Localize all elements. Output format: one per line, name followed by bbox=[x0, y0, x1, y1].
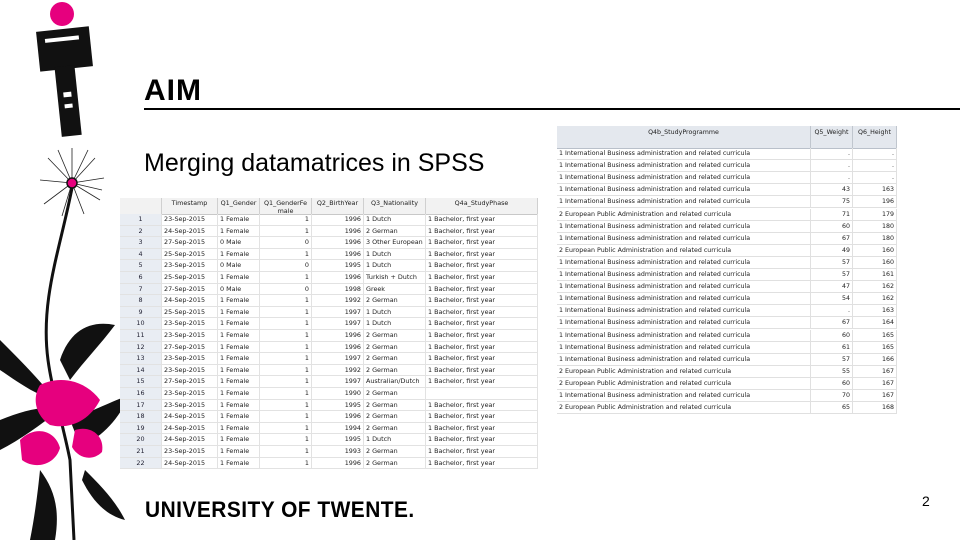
table-cell[interactable]: 1 bbox=[260, 330, 312, 341]
table-row[interactable] bbox=[120, 434, 538, 446]
table-cell[interactable]: 1 Dutch bbox=[364, 260, 426, 271]
row-number[interactable]: 8 bbox=[120, 295, 162, 306]
university-logo: UNIVERSITY OF TWENTE. bbox=[145, 497, 415, 522]
table-cell[interactable]: 1997 bbox=[312, 307, 364, 318]
table-cell[interactable]: 2 German bbox=[364, 423, 426, 434]
table-row[interactable] bbox=[557, 196, 897, 208]
table-cell[interactable]: 1 Bachelor, first year bbox=[426, 295, 538, 306]
table-cell[interactable]: 1 bbox=[260, 342, 312, 353]
table-cell[interactable]: 2 German bbox=[364, 295, 426, 306]
table-cell[interactable]: 1 bbox=[260, 423, 312, 434]
table-row[interactable] bbox=[557, 257, 897, 269]
table-row[interactable] bbox=[557, 330, 897, 342]
row-number[interactable]: 5 bbox=[120, 260, 162, 271]
table-row[interactable] bbox=[557, 354, 897, 366]
table-cell[interactable]: 1 Bachelor, first year bbox=[426, 376, 538, 387]
table-cell[interactable]: Australian/Dutch bbox=[364, 376, 426, 387]
table-row[interactable] bbox=[557, 402, 897, 414]
table-cell[interactable]: 161 bbox=[853, 269, 897, 280]
table-cell[interactable]: 0 bbox=[260, 260, 312, 271]
table-cell[interactable]: 1 Female bbox=[218, 342, 260, 353]
table-cell[interactable]: 165 bbox=[853, 342, 897, 353]
table-row[interactable] bbox=[120, 342, 538, 354]
table-cell[interactable]: 168 bbox=[853, 402, 897, 413]
row-number[interactable]: 22 bbox=[120, 458, 162, 469]
table-cell[interactable]: 49 bbox=[811, 245, 853, 256]
table-cell[interactable]: 0 Male bbox=[218, 237, 260, 248]
table-cell[interactable]: 2 German bbox=[364, 400, 426, 411]
page-number: 2 bbox=[922, 493, 930, 509]
table-cell[interactable]: 71 bbox=[811, 209, 853, 220]
table-cell[interactable]: 57 bbox=[811, 269, 853, 280]
table-cell[interactable]: 2 European Public Administration and related curricula bbox=[557, 378, 811, 389]
table-row[interactable] bbox=[120, 400, 538, 412]
table-cell[interactable]: 196 bbox=[853, 196, 897, 207]
table-cell[interactable]: 1995 bbox=[312, 434, 364, 445]
table-row[interactable] bbox=[120, 365, 538, 377]
table-cell[interactable]: 1996 bbox=[312, 411, 364, 422]
table-cell[interactable]: 1 International Business administration and related curricula bbox=[557, 342, 811, 353]
row-number[interactable]: 4 bbox=[120, 249, 162, 260]
table-cell[interactable]: 70 bbox=[811, 390, 853, 401]
table-row[interactable] bbox=[120, 423, 538, 435]
table-cell[interactable]: 1 International Business administration and related curricula bbox=[557, 221, 811, 232]
table-cell[interactable]: 1 International Business administration and related curricula bbox=[557, 390, 811, 401]
table-cell[interactable]: 3 Other European bbox=[364, 237, 426, 248]
table-cell[interactable]: 1 Female bbox=[218, 458, 260, 469]
table-cell[interactable]: 27-Sep-2015 bbox=[162, 237, 218, 248]
table-cell[interactable]: 1996 bbox=[312, 249, 364, 260]
table-cell[interactable]: 1 International Business administration and related curricula bbox=[557, 269, 811, 280]
table-cell[interactable]: 1 Female bbox=[218, 376, 260, 387]
table-cell[interactable]: 2 German bbox=[364, 330, 426, 341]
table-cell[interactable]: 1 Female bbox=[218, 388, 260, 399]
table-cell[interactable]: 1 International Business administration and related curricula bbox=[557, 293, 811, 304]
table-cell[interactable]: 75 bbox=[811, 196, 853, 207]
row-number[interactable]: 19 bbox=[120, 423, 162, 434]
table-cell[interactable]: 1 International Business administration and related curricula bbox=[557, 160, 811, 171]
table-cell[interactable]: 27-Sep-2015 bbox=[162, 284, 218, 295]
table-cell[interactable]: 1 Bachelor, first year bbox=[426, 411, 538, 422]
table-cell[interactable]: 1 bbox=[260, 411, 312, 422]
table-cell[interactable]: 1 Female bbox=[218, 400, 260, 411]
table-cell[interactable]: 1 bbox=[260, 226, 312, 237]
table-row[interactable] bbox=[557, 366, 897, 378]
table-row[interactable] bbox=[120, 376, 538, 388]
table-row[interactable] bbox=[557, 281, 897, 293]
table-cell[interactable]: 1 International Business administration and related curricula bbox=[557, 354, 811, 365]
left-col-header[interactable]: Q2_BirthYear bbox=[312, 198, 364, 214]
table-cell[interactable]: 1 International Business administration and related curricula bbox=[557, 257, 811, 268]
table-cell[interactable]: 1 Female bbox=[218, 330, 260, 341]
table-cell[interactable]: 1 bbox=[260, 458, 312, 469]
right-col-header[interactable]: Q6_Height bbox=[853, 126, 897, 148]
table-cell[interactable]: 23-Sep-2015 bbox=[162, 388, 218, 399]
table-cell[interactable]: 60 bbox=[811, 221, 853, 232]
table-cell[interactable]: 1 Bachelor, first year bbox=[426, 423, 538, 434]
table-cell[interactable]: 1 bbox=[260, 365, 312, 376]
table-cell[interactable]: 164 bbox=[853, 317, 897, 328]
table-cell[interactable]: 1 Bachelor, first year bbox=[426, 365, 538, 376]
row-number[interactable]: 12 bbox=[120, 342, 162, 353]
table-cell[interactable]: 1 bbox=[260, 249, 312, 260]
key-head-shape bbox=[36, 26, 93, 71]
table-cell[interactable]: 2 German bbox=[364, 342, 426, 353]
table-row[interactable] bbox=[120, 272, 538, 284]
table-cell[interactable]: 1 Bachelor, first year bbox=[426, 458, 538, 469]
row-number[interactable]: 2 bbox=[120, 226, 162, 237]
row-number[interactable]: 14 bbox=[120, 365, 162, 376]
left-table-header bbox=[120, 198, 538, 215]
table-cell[interactable]: 1 International Business administration and related curricula bbox=[557, 330, 811, 341]
table-cell[interactable]: 1 bbox=[260, 214, 312, 225]
table-cell[interactable]: 1 Female bbox=[218, 295, 260, 306]
table-row[interactable] bbox=[557, 233, 897, 245]
table-row[interactable] bbox=[120, 214, 538, 226]
table-cell[interactable]: 67 bbox=[811, 233, 853, 244]
table-cell[interactable]: 1 Bachelor, first year bbox=[426, 353, 538, 364]
table-cell[interactable]: . bbox=[853, 172, 897, 183]
title-rule bbox=[144, 108, 960, 110]
table-cell[interactable]: Turkish + Dutch bbox=[364, 272, 426, 283]
table-cell[interactable]: 1995 bbox=[312, 400, 364, 411]
table-cell[interactable]: 167 bbox=[853, 390, 897, 401]
table-cell[interactable]: 1 bbox=[260, 272, 312, 283]
table-cell[interactable]: 1996 bbox=[312, 214, 364, 225]
table-cell[interactable]: 1 Bachelor, first year bbox=[426, 446, 538, 457]
table-cell[interactable]: 1 Bachelor, first year bbox=[426, 272, 538, 283]
table-cell[interactable]: 57 bbox=[811, 257, 853, 268]
table-cell[interactable]: 1996 bbox=[312, 458, 364, 469]
table-cell[interactable]: 1 Dutch bbox=[364, 249, 426, 260]
left-col-header[interactable]: Q4a_StudyPhase bbox=[426, 198, 538, 214]
table-cell[interactable]: 180 bbox=[853, 221, 897, 232]
row-number[interactable]: 20 bbox=[120, 434, 162, 445]
table-row[interactable] bbox=[557, 317, 897, 329]
table-cell[interactable]: 23-Sep-2015 bbox=[162, 260, 218, 271]
table-cell[interactable]: 1996 bbox=[312, 330, 364, 341]
table-cell[interactable]: 1 bbox=[260, 295, 312, 306]
table-cell[interactable]: 1 Female bbox=[218, 411, 260, 422]
table-cell[interactable]: 1 Bachelor, first year bbox=[426, 434, 538, 445]
table-cell[interactable]: . bbox=[853, 160, 897, 171]
table-cell[interactable]: 163 bbox=[853, 305, 897, 316]
table-cell[interactable]: 23-Sep-2015 bbox=[162, 353, 218, 364]
table-cell[interactable]: 24-Sep-2015 bbox=[162, 295, 218, 306]
table-cell[interactable]: 1 Bachelor, first year bbox=[426, 342, 538, 353]
table-cell[interactable]: 0 bbox=[260, 284, 312, 295]
table-cell[interactable]: 25-Sep-2015 bbox=[162, 272, 218, 283]
table-cell[interactable]: 2 German bbox=[364, 458, 426, 469]
table-cell[interactable]: 0 Male bbox=[218, 260, 260, 271]
row-number[interactable]: 21 bbox=[120, 446, 162, 457]
table-cell[interactable]: 1996 bbox=[312, 237, 364, 248]
table-row[interactable] bbox=[557, 378, 897, 390]
table-cell[interactable]: 160 bbox=[853, 245, 897, 256]
table-cell[interactable]: 65 bbox=[811, 402, 853, 413]
table-cell[interactable]: 179 bbox=[853, 209, 897, 220]
table-cell[interactable]: 61 bbox=[811, 342, 853, 353]
table-row[interactable] bbox=[120, 446, 538, 458]
table-cell[interactable]: 2 German bbox=[364, 446, 426, 457]
table-cell[interactable]: 1 bbox=[260, 388, 312, 399]
row-number[interactable]: 11 bbox=[120, 330, 162, 341]
table-row[interactable] bbox=[557, 221, 897, 233]
table-cell[interactable]: 1 Bachelor, first year bbox=[426, 249, 538, 260]
table-cell[interactable]: 1 bbox=[260, 376, 312, 387]
table-cell[interactable]: 1992 bbox=[312, 295, 364, 306]
table-cell[interactable]: 24-Sep-2015 bbox=[162, 434, 218, 445]
table-cell[interactable]: . bbox=[811, 160, 853, 171]
table-cell[interactable]: 2 European Public Administration and related curricula bbox=[557, 245, 811, 256]
table-row[interactable] bbox=[557, 245, 897, 257]
table-cell[interactable]: 2 German bbox=[364, 353, 426, 364]
row-number[interactable]: 9 bbox=[120, 307, 162, 318]
row-number[interactable]: 17 bbox=[120, 400, 162, 411]
table-row[interactable] bbox=[120, 260, 538, 272]
table-cell[interactable]: 1997 bbox=[312, 318, 364, 329]
table-row[interactable] bbox=[120, 237, 538, 249]
table-cell[interactable]: 24-Sep-2015 bbox=[162, 226, 218, 237]
table-cell[interactable]: 1 Dutch bbox=[364, 214, 426, 225]
table-cell[interactable]: 1 Female bbox=[218, 318, 260, 329]
table-cell[interactable]: 1990 bbox=[312, 388, 364, 399]
table-cell[interactable]: 1 Bachelor, first year bbox=[426, 330, 538, 341]
row-number[interactable]: 15 bbox=[120, 376, 162, 387]
right-col-header[interactable]: Q5_Weight bbox=[811, 126, 853, 148]
table-cell[interactable]: 0 bbox=[260, 237, 312, 248]
table-cell[interactable]: 1 Female bbox=[218, 423, 260, 434]
table-cell[interactable]: 1992 bbox=[312, 365, 364, 376]
table-cell[interactable]: 1 Female bbox=[218, 365, 260, 376]
table-cell[interactable]: 1994 bbox=[312, 423, 364, 434]
table-row[interactable] bbox=[557, 342, 897, 354]
table-cell[interactable]: 23-Sep-2015 bbox=[162, 214, 218, 225]
table-cell[interactable]: 1 Dutch bbox=[364, 318, 426, 329]
table-cell[interactable]: 1 Bachelor, first year bbox=[426, 318, 538, 329]
table-cell[interactable]: 163 bbox=[853, 184, 897, 195]
right-table-header bbox=[557, 126, 897, 149]
table-row[interactable] bbox=[120, 330, 538, 342]
table-row[interactable] bbox=[120, 353, 538, 365]
table-cell[interactable]: Greek bbox=[364, 284, 426, 295]
table-cell[interactable]: 1 bbox=[260, 400, 312, 411]
table-cell[interactable]: 60 bbox=[811, 378, 853, 389]
table-cell[interactable]: 1995 bbox=[312, 260, 364, 271]
table-cell[interactable]: 2 German bbox=[364, 226, 426, 237]
table-cell[interactable]: 1996 bbox=[312, 226, 364, 237]
table-cell[interactable]: 1 International Business administration and related curricula bbox=[557, 172, 811, 183]
table-cell[interactable]: . bbox=[811, 172, 853, 183]
table-cell[interactable]: 23-Sep-2015 bbox=[162, 365, 218, 376]
table-cell[interactable]: 166 bbox=[853, 354, 897, 365]
table-cell[interactable]: 165 bbox=[853, 330, 897, 341]
table-row[interactable] bbox=[557, 390, 897, 402]
table-cell[interactable]: 1 Bachelor, first year bbox=[426, 226, 538, 237]
right-col-header[interactable]: Q4b_StudyProgramme bbox=[557, 126, 811, 148]
table-cell[interactable]: 24-Sep-2015 bbox=[162, 423, 218, 434]
table-cell[interactable] bbox=[426, 388, 538, 399]
table-cell[interactable]: 1996 bbox=[312, 272, 364, 283]
table-cell[interactable]: 1 Bachelor, first year bbox=[426, 400, 538, 411]
table-cell[interactable]: 55 bbox=[811, 366, 853, 377]
row-number[interactable]: 7 bbox=[120, 284, 162, 295]
table-cell[interactable]: 1 bbox=[260, 307, 312, 318]
table-cell[interactable]: 1 Female bbox=[218, 226, 260, 237]
table-cell[interactable]: 23-Sep-2015 bbox=[162, 400, 218, 411]
table-cell[interactable]: 2 German bbox=[364, 388, 426, 399]
slide-title: AIM bbox=[144, 74, 202, 107]
table-cell[interactable]: 1 International Business administration and related curricula bbox=[557, 305, 811, 316]
table-cell[interactable]: 2 European Public Administration and related curricula bbox=[557, 402, 811, 413]
table-cell[interactable]: 2 German bbox=[364, 411, 426, 422]
left-col-header[interactable]: Q1_Gender bbox=[218, 198, 260, 214]
table-row[interactable] bbox=[120, 388, 538, 400]
table-cell[interactable]: 1997 bbox=[312, 376, 364, 387]
table-cell[interactable]: 1998 bbox=[312, 284, 364, 295]
table-cell[interactable]: 24-Sep-2015 bbox=[162, 458, 218, 469]
row-number[interactable]: 18 bbox=[120, 411, 162, 422]
table-cell[interactable]: 23-Sep-2015 bbox=[162, 330, 218, 341]
table-cell[interactable]: 1 Bachelor, first year bbox=[426, 307, 538, 318]
table-cell[interactable]: 1997 bbox=[312, 353, 364, 364]
slide-subtitle: Merging datamatrices in SPSS bbox=[144, 149, 485, 177]
row-number[interactable]: 16 bbox=[120, 388, 162, 399]
table-cell[interactable]: 2 German bbox=[364, 365, 426, 376]
table-cell[interactable]: 1 International Business administration and related curricula bbox=[557, 281, 811, 292]
table-cell[interactable]: 1 International Business administration and related curricula bbox=[557, 196, 811, 207]
table-cell[interactable]: 1 bbox=[260, 446, 312, 457]
table-cell[interactable]: 1 International Business administration and related curricula bbox=[557, 317, 811, 328]
table-row[interactable] bbox=[120, 249, 538, 261]
table-cell[interactable]: 162 bbox=[853, 293, 897, 304]
table-cell[interactable]: 1 Female bbox=[218, 434, 260, 445]
row-number[interactable]: 3 bbox=[120, 237, 162, 248]
table-cell[interactable]: 1 Female bbox=[218, 249, 260, 260]
table-cell[interactable]: 1 Female bbox=[218, 353, 260, 364]
table-cell[interactable]: 23-Sep-2015 bbox=[162, 318, 218, 329]
table-row[interactable] bbox=[120, 318, 538, 330]
table-row[interactable] bbox=[557, 293, 897, 305]
table-cell[interactable]: 0 Male bbox=[218, 284, 260, 295]
left-col-header[interactable] bbox=[120, 198, 162, 214]
left-col-header[interactable]: Q1_GenderFe male bbox=[260, 198, 312, 214]
table-cell[interactable]: 25-Sep-2015 bbox=[162, 249, 218, 260]
table-cell[interactable]: 67 bbox=[811, 317, 853, 328]
row-number[interactable]: 10 bbox=[120, 318, 162, 329]
table-cell[interactable]: 160 bbox=[853, 257, 897, 268]
table-cell[interactable]: 1 Bachelor, first year bbox=[426, 284, 538, 295]
table-cell[interactable]: 2 European Public Administration and related curricula bbox=[557, 366, 811, 377]
table-cell[interactable]: 1 Female bbox=[218, 214, 260, 225]
row-number[interactable]: 1 bbox=[120, 214, 162, 225]
table-row[interactable] bbox=[120, 226, 538, 238]
table-row[interactable] bbox=[557, 184, 897, 196]
spss-data-view-right bbox=[557, 126, 897, 416]
table-row[interactable] bbox=[557, 269, 897, 281]
table-row[interactable] bbox=[557, 172, 897, 184]
key-stem-shape bbox=[55, 65, 82, 137]
table-cell[interactable]: 1996 bbox=[312, 342, 364, 353]
table-cell[interactable]: 25-Sep-2015 bbox=[162, 307, 218, 318]
table-row[interactable] bbox=[120, 284, 538, 296]
table-cell[interactable]: 1 Female bbox=[218, 307, 260, 318]
table-cell[interactable]: . bbox=[811, 305, 853, 316]
table-cell[interactable]: 1 Dutch bbox=[364, 307, 426, 318]
table-cell[interactable]: 1 Bachelor, first year bbox=[426, 237, 538, 248]
table-cell[interactable]: . bbox=[853, 148, 897, 159]
table-cell[interactable]: 167 bbox=[853, 366, 897, 377]
left-col-header[interactable]: Timestamp bbox=[162, 198, 218, 214]
table-cell[interactable]: 162 bbox=[853, 281, 897, 292]
table-row[interactable] bbox=[557, 148, 897, 160]
table-cell[interactable]: 1 Female bbox=[218, 272, 260, 283]
table-cell[interactable]: 1 International Business administration and related curricula bbox=[557, 184, 811, 195]
table-cell[interactable]: 180 bbox=[853, 233, 897, 244]
table-cell[interactable]: 1 Female bbox=[218, 446, 260, 457]
decorative-flower-graphic bbox=[0, 0, 130, 540]
table-row[interactable] bbox=[120, 411, 538, 423]
row-number[interactable]: 13 bbox=[120, 353, 162, 364]
table-cell[interactable]: 167 bbox=[853, 378, 897, 389]
table-row[interactable] bbox=[120, 295, 538, 307]
table-row[interactable] bbox=[557, 305, 897, 317]
table-row[interactable] bbox=[120, 307, 538, 319]
table-cell[interactable]: 1 bbox=[260, 353, 312, 364]
row-number[interactable]: 6 bbox=[120, 272, 162, 283]
table-cell[interactable]: 27-Sep-2015 bbox=[162, 376, 218, 387]
table-cell[interactable]: 54 bbox=[811, 293, 853, 304]
table-cell[interactable]: 43 bbox=[811, 184, 853, 195]
table-cell[interactable]: 23-Sep-2015 bbox=[162, 446, 218, 457]
table-cell[interactable]: . bbox=[811, 148, 853, 159]
table-cell[interactable]: 1 Dutch bbox=[364, 434, 426, 445]
table-cell[interactable]: 60 bbox=[811, 330, 853, 341]
table-cell[interactable]: 27-Sep-2015 bbox=[162, 342, 218, 353]
table-cell[interactable]: 24-Sep-2015 bbox=[162, 411, 218, 422]
table-cell[interactable]: 1 Bachelor, first year bbox=[426, 214, 538, 225]
table-cell[interactable]: 47 bbox=[811, 281, 853, 292]
pink-dot-icon bbox=[50, 2, 74, 26]
table-row[interactable] bbox=[557, 160, 897, 172]
table-cell[interactable]: 1 bbox=[260, 318, 312, 329]
table-row[interactable] bbox=[557, 209, 897, 221]
left-col-header[interactable]: Q3_Nationality bbox=[364, 198, 426, 214]
spss-data-view-left bbox=[120, 198, 538, 472]
table-cell[interactable]: 1 bbox=[260, 434, 312, 445]
table-cell[interactable]: 1993 bbox=[312, 446, 364, 457]
table-cell[interactable]: 1 Bachelor, first year bbox=[426, 260, 538, 271]
table-cell[interactable]: 2 European Public Administration and related curricula bbox=[557, 209, 811, 220]
table-row[interactable] bbox=[120, 458, 538, 470]
table-cell[interactable]: 57 bbox=[811, 354, 853, 365]
table-cell[interactable]: 1 International Business administration and related curricula bbox=[557, 148, 811, 159]
table-cell[interactable]: 1 International Business administration and related curricula bbox=[557, 233, 811, 244]
